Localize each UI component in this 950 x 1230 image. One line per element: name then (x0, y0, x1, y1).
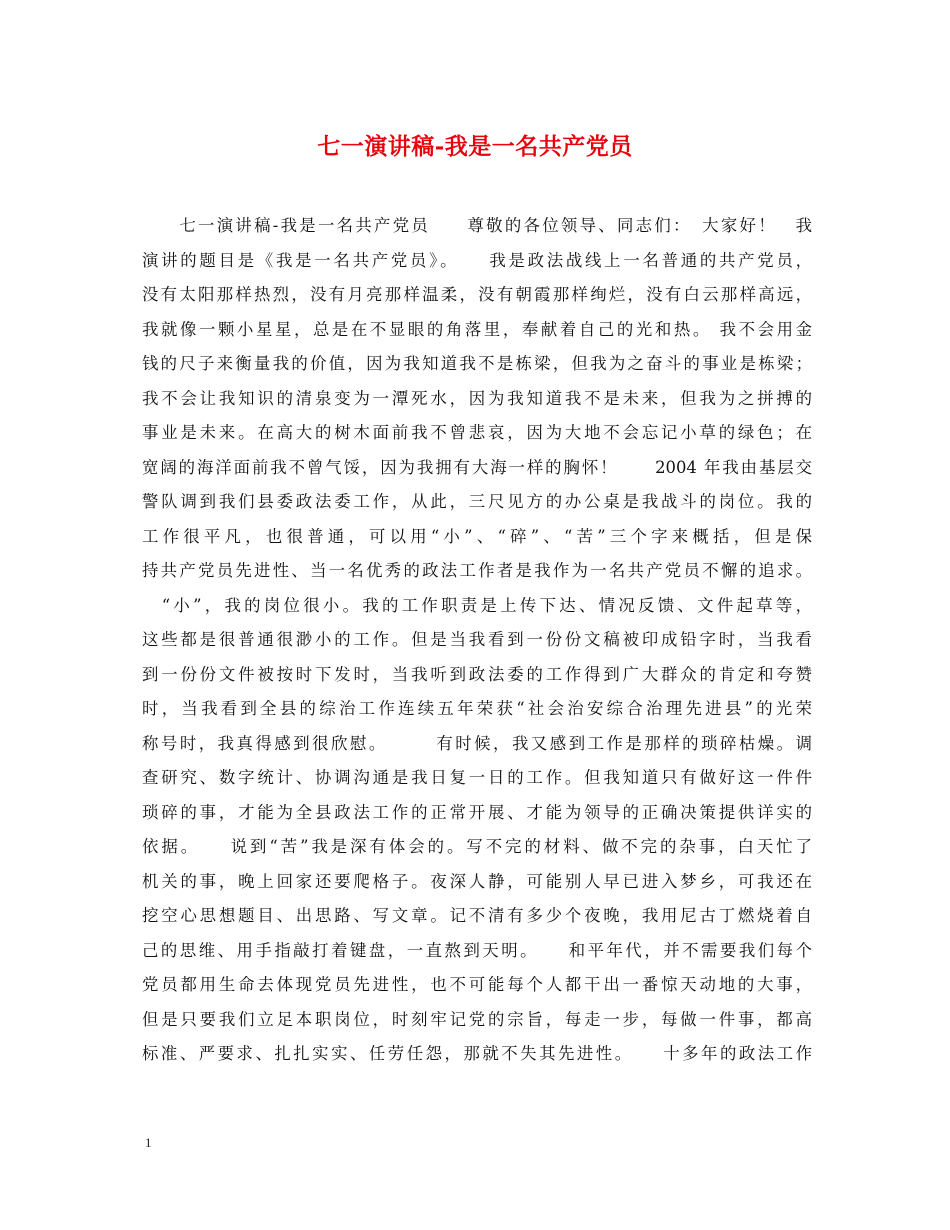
body-line: “小”，我的岗位很小。我的工作职责是上传下达、情况反馈、文件起草等， (142, 595, 812, 615)
body-line: 这些都是很普通很渺小的工作。但是当我看到一份份文稿被印成铅字时，当我看 (142, 630, 812, 649)
body-line: 演讲的题目是《我是一名共产党员》。 我是政法战线上一名普通的共产党员， (142, 250, 812, 270)
body-line: 查研究、数字统计、协调沟通是我日复一日的工作。但我知道只有做好这一件件 (142, 768, 812, 787)
body-line: 持共产党员先进性、当一名优秀的政法工作者是我作为一名共产党员不懈的追求。 (142, 561, 812, 580)
body-line: 挖空心思想题目、出思路、写文章。记不清有多少个夜晚，我用尼古丁燃烧着自 (142, 906, 812, 925)
body-line: 工作很平凡，也很普通，可以用“小”、“碎”、“苦”三个字来概括，但是保 (142, 526, 812, 546)
body-line: 我不会让我知识的清泉变为一潭死水，因为我知道我不是未来，但我为之拼搏的 (142, 388, 812, 408)
document-body (142, 209, 812, 1072)
body-line: 己的思维、用手指敲打着键盘，一直熬到天明。 和平年代，并不需要我们每个 (142, 940, 812, 960)
body-line: 依据。 说到“苦”我是深有体会的。写不完的材料、做不完的杂事，白天忙了 (142, 837, 812, 856)
body-line: 到一份份文件被按时下发时，当我听到政法委的工作得到广大群众的肯定和夸赞 (142, 664, 812, 684)
body-line: 党员都用生命去体现党员先进性，也不可能每个人都干出一番惊天动地的大事， (142, 975, 812, 994)
body-line: 但是只要我们立足本职岗位，时刻牢记党的宗旨，每走一步，每做一件事，都高 (142, 1009, 812, 1029)
body-line: 琐碎的事，才能为全县政法工作的正常开展、才能为领导的正确决策提供详实的 (142, 802, 812, 822)
document-title: 七一演讲稿-我是一名共产党员 (317, 133, 633, 160)
body-line: 宽阔的海洋面前我不曾气馁，因为我拥有大海一样的胸怀！ 2004 年我由基层交 (142, 457, 812, 477)
body-line: 时，当我看到全县的综治工作连续五年荣获“社会治安综合治理先进县”的光荣 (142, 699, 812, 718)
body-line: 机关的事，晚上回家还要爬格子。夜深人静，可能别人早已进入梦乡，可我还在 (142, 871, 812, 891)
body-line: 钱的尺子来衡量我的价值，因为我知道我不是栋梁，但我为之奋斗的事业是栋梁； (142, 354, 812, 373)
body-line: 七一演讲稿-我是一名共产党员 尊敬的各位领导、同志们： 大家好！ 我 (142, 216, 812, 235)
page-number: 1 (145, 1135, 152, 1150)
body-line: 我就像一颗小星星，总是在不显眼的角落里，奉献着自己的光和热。 我不会用金 (142, 319, 812, 339)
body-line: 事业是未来。在高大的树木面前我不曾悲哀，因为大地不会忘记小草的绿色；在 (142, 423, 812, 442)
body-line: 警队调到我们县委政法委工作，从此，三尺见方的办公桌是我战斗的岗位。我的 (142, 492, 812, 511)
body-line: 没有太阳那样热烈，没有月亮那样温柔，没有朝霞那样绚烂，没有白云那样高远， (142, 285, 812, 304)
body-line: 称号时，我真得感到很欣慰。 有时候，我又感到工作是那样的琐碎枯燥。调 (142, 733, 812, 753)
body-line: 标准、严要求、扎扎实实、任劳任怨，那就不失其先进性。 十多年的政法工作 (142, 1044, 812, 1063)
